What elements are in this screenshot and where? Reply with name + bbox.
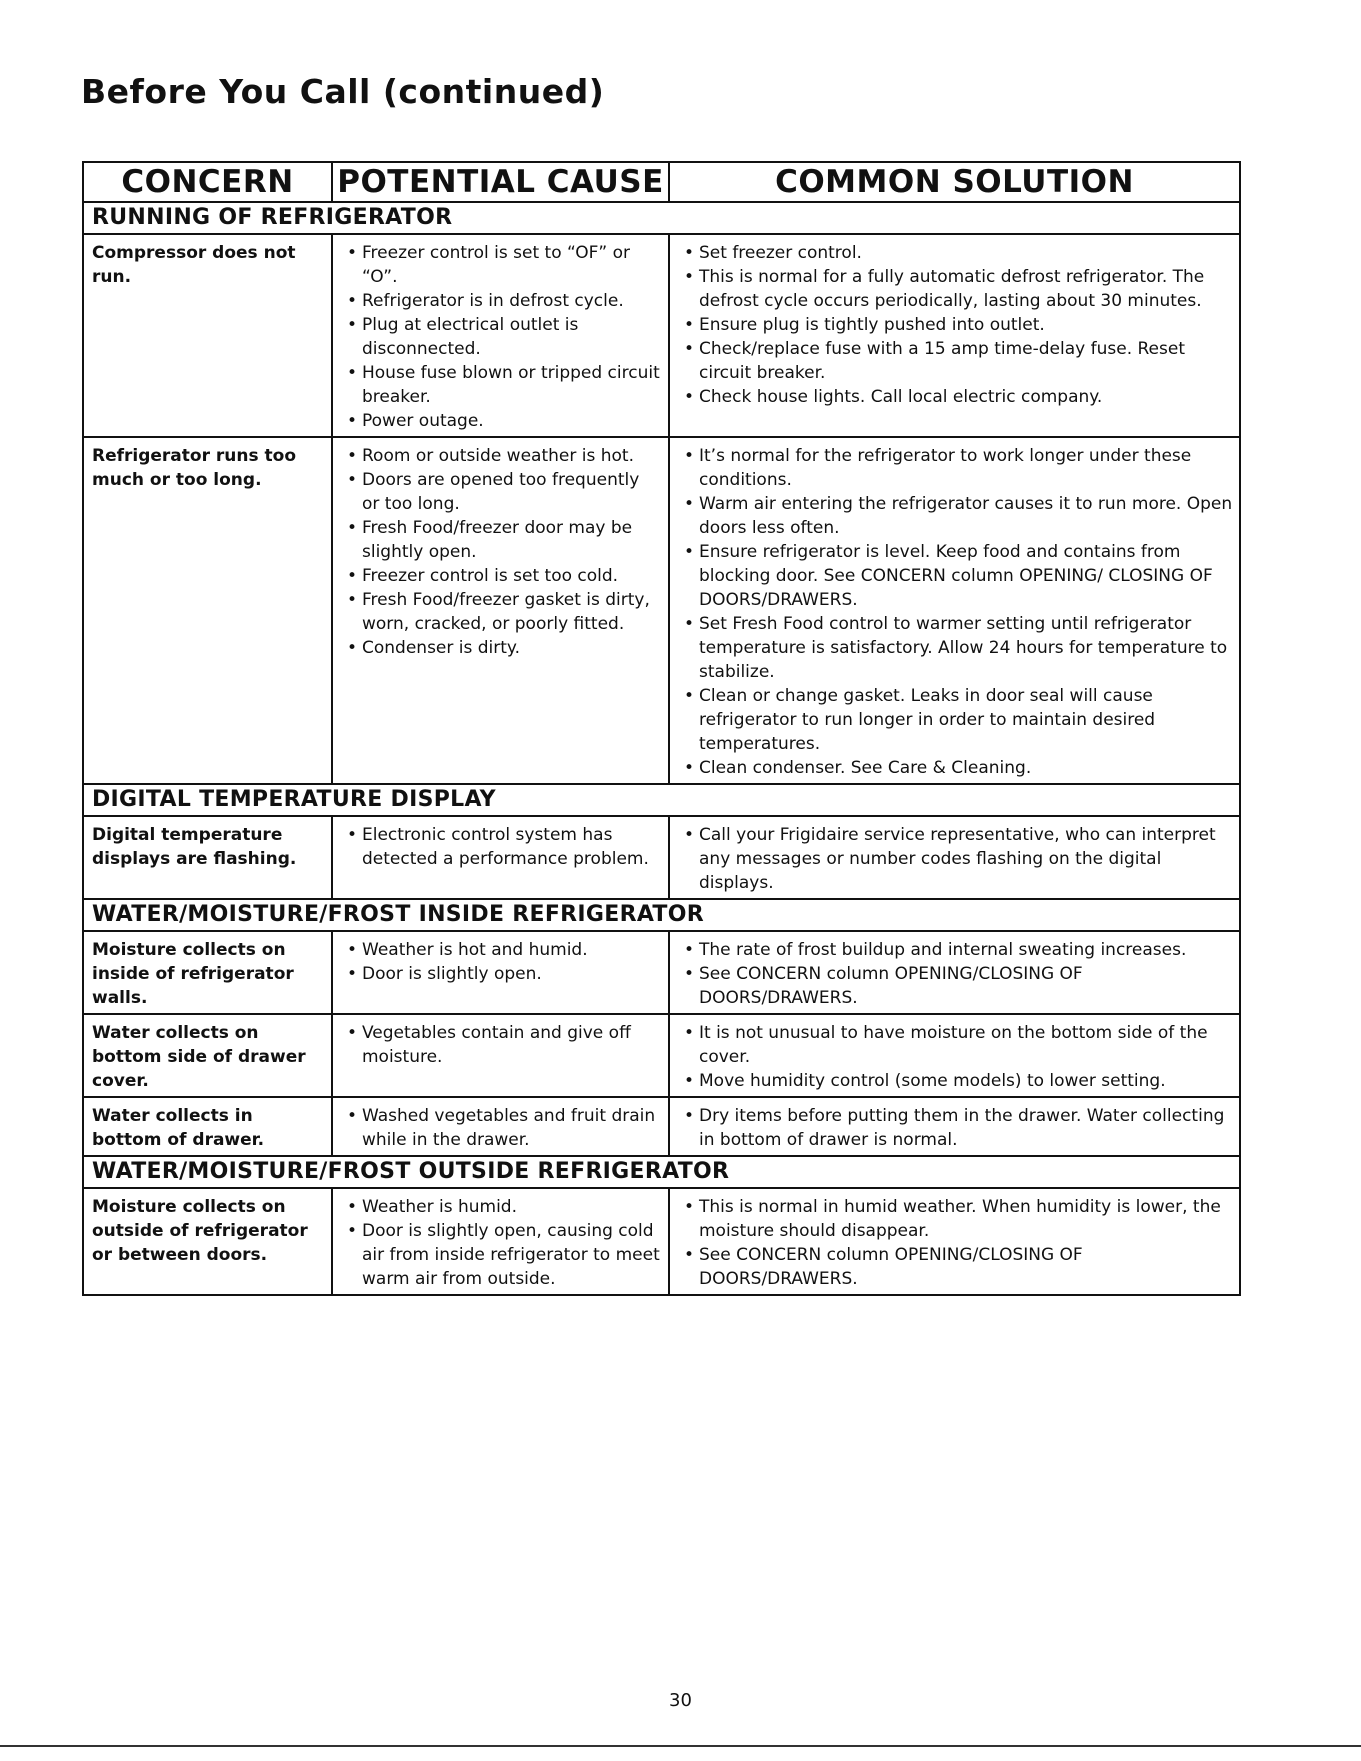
- section-header-row: [83, 202, 1240, 234]
- solutions-list: [678, 1104, 1233, 1152]
- common-solution-cell: [669, 437, 1240, 784]
- section-header-row: [83, 784, 1240, 816]
- cause-item: • Condenser is dirty.: [341, 636, 662, 660]
- table-row: [83, 437, 1240, 784]
- solution-item: • Warm air entering the refrigerator causes it to run more. Open doors less often.: [678, 492, 1233, 540]
- concern-column-header: CONCERN: [83, 162, 332, 202]
- solution-item: • The rate of frost buildup and internal sweating increases.: [678, 938, 1233, 962]
- cause-item: • Power outage.: [341, 409, 662, 433]
- cause-item: • Weather is hot and humid.: [341, 938, 662, 962]
- table-row: [83, 816, 1240, 899]
- concern-cell: Compressor does not run.: [83, 234, 332, 437]
- table-row: [83, 1188, 1240, 1295]
- common-solution-cell: [669, 931, 1240, 1014]
- table-row: [83, 234, 1240, 437]
- causes-list: [341, 1104, 662, 1152]
- table-row: [83, 1097, 1240, 1156]
- cause-item: • Vegetables contain and give off moisture.: [341, 1021, 662, 1069]
- solution-item: • Ensure refrigerator is level. Keep food and contains from blocking door. See CONCERN column OPENING/ CLOSING OF DOORS/DRAWERS.: [678, 540, 1233, 612]
- table-header-row: [83, 162, 1240, 202]
- section-title: WATER/MOISTURE/FROST INSIDE REFRIGERATOR: [83, 899, 1240, 931]
- causes-list: [341, 444, 662, 660]
- cause-item: • Weather is humid.: [341, 1195, 662, 1219]
- page-title: Before You Call (continued): [81, 72, 605, 111]
- cause-item: • Freezer control is set too cold.: [341, 564, 662, 588]
- cause-item: • Washed vegetables and fruit drain while in the drawer.: [341, 1104, 662, 1152]
- section-title: WATER/MOISTURE/FROST OUTSIDE REFRIGERATOR: [83, 1156, 1240, 1188]
- cause-item: • Fresh Food/freezer door may be slightly open.: [341, 516, 662, 564]
- solutions-list: [678, 444, 1233, 780]
- solution-item: • This is normal for a fully automatic defrost refrigerator. The defrost cycle occurs periodically, lasting about 30 minutes.: [678, 265, 1233, 313]
- potential-cause-cell: [332, 1188, 669, 1295]
- cause-item: • Fresh Food/freezer gasket is dirty, worn, cracked, or poorly fitted.: [341, 588, 662, 636]
- solutions-list: [678, 241, 1233, 409]
- solution-item: • Clean condenser. See Care & Cleaning.: [678, 756, 1233, 780]
- solutions-list: [678, 1021, 1233, 1093]
- concern-cell: Refrigerator runs too much or too long.: [83, 437, 332, 784]
- cause-item: • Doors are opened too frequently or too long.: [341, 468, 662, 516]
- solution-item: • See CONCERN column OPENING/CLOSING OF DOORS/DRAWERS.: [678, 1243, 1233, 1291]
- causes-list: [341, 241, 662, 433]
- solution-item: • Set freezer control.: [678, 241, 1233, 265]
- table-row: [83, 931, 1240, 1014]
- cause-item: • Electronic control system has detected a performance problem.: [341, 823, 662, 871]
- common-solution-cell: [669, 234, 1240, 437]
- section-header-row: [83, 899, 1240, 931]
- common-solution-column-header: COMMON SOLUTION: [669, 162, 1240, 202]
- solutions-list: [678, 823, 1233, 895]
- common-solution-cell: [669, 816, 1240, 899]
- common-solution-cell: [669, 1188, 1240, 1295]
- cause-item: • Plug at electrical outlet is disconnected.: [341, 313, 662, 361]
- solution-item: • Check house lights. Call local electric company.: [678, 385, 1233, 409]
- page-number: 30: [669, 1690, 692, 1711]
- concern-cell: Digital temperature displays are flashing.: [83, 816, 332, 899]
- solution-item: • Dry items before putting them in the drawer. Water collecting in bottom of drawer is normal.: [678, 1104, 1233, 1152]
- section-title: DIGITAL TEMPERATURE DISPLAY: [83, 784, 1240, 816]
- potential-cause-cell: [332, 234, 669, 437]
- common-solution-cell: [669, 1097, 1240, 1156]
- causes-list: [341, 1021, 662, 1069]
- potential-cause-cell: [332, 816, 669, 899]
- table-body: [83, 202, 1240, 1295]
- potential-cause-column-header: POTENTIAL CAUSE: [332, 162, 669, 202]
- solution-item: • Check/replace fuse with a 15 amp time-delay fuse. Reset circuit breaker.: [678, 337, 1233, 385]
- solution-item: • Ensure plug is tightly pushed into outlet.: [678, 313, 1233, 337]
- common-solution-cell: [669, 1014, 1240, 1097]
- potential-cause-cell: [332, 931, 669, 1014]
- potential-cause-cell: [332, 1097, 669, 1156]
- solution-item: • It’s normal for the refrigerator to work longer under these conditions.: [678, 444, 1233, 492]
- solution-item: • It is not unusual to have moisture on the bottom side of the cover.: [678, 1021, 1233, 1069]
- cause-item: • Room or outside weather is hot.: [341, 444, 662, 468]
- solution-item: • This is normal in humid weather. When humidity is lower, the moisture should disappear.: [678, 1195, 1233, 1243]
- troubleshooting-table: [82, 161, 1241, 1296]
- solutions-list: [678, 938, 1233, 1010]
- solution-item: • See CONCERN column OPENING/CLOSING OF DOORS/DRAWERS.: [678, 962, 1233, 1010]
- solution-item: • Clean or change gasket. Leaks in door seal will cause refrigerator to run longer in order to maintain desired temperatures.: [678, 684, 1233, 756]
- cause-item: • House fuse blown or tripped circuit breaker.: [341, 361, 662, 409]
- concern-cell: Water collects on bottom side of drawer cover.: [83, 1014, 332, 1097]
- cause-item: • Freezer control is set to “OF” or “O”.: [341, 241, 662, 289]
- cause-item: • Door is slightly open.: [341, 962, 662, 986]
- solution-item: • Call your Frigidaire service representative, who can interpret any messages or number codes flashing on the digital displays.: [678, 823, 1233, 895]
- section-title: RUNNING OF REFRIGERATOR: [83, 202, 1240, 234]
- section-header-row: [83, 1156, 1240, 1188]
- potential-cause-cell: [332, 437, 669, 784]
- solutions-list: [678, 1195, 1233, 1291]
- cause-item: • Door is slightly open, causing cold air from inside refrigerator to meet warm air from outside.: [341, 1219, 662, 1291]
- causes-list: [341, 938, 662, 986]
- cause-item: • Refrigerator is in defrost cycle.: [341, 289, 662, 313]
- solution-item: • Set Fresh Food control to warmer setting until refrigerator temperature is satisfactory. Allow 24 hours for temperature to stabilize.: [678, 612, 1233, 684]
- table-row: [83, 1014, 1240, 1097]
- concern-cell: Water collects in bottom of drawer.: [83, 1097, 332, 1156]
- solution-item: • Move humidity control (some models) to lower setting.: [678, 1069, 1233, 1093]
- concern-cell: Moisture collects on outside of refrigerator or between doors.: [83, 1188, 332, 1295]
- causes-list: [341, 823, 662, 871]
- potential-cause-cell: [332, 1014, 669, 1097]
- bottom-divider: [0, 1745, 1361, 1747]
- causes-list: [341, 1195, 662, 1291]
- concern-cell: Moisture collects on inside of refrigerator walls.: [83, 931, 332, 1014]
